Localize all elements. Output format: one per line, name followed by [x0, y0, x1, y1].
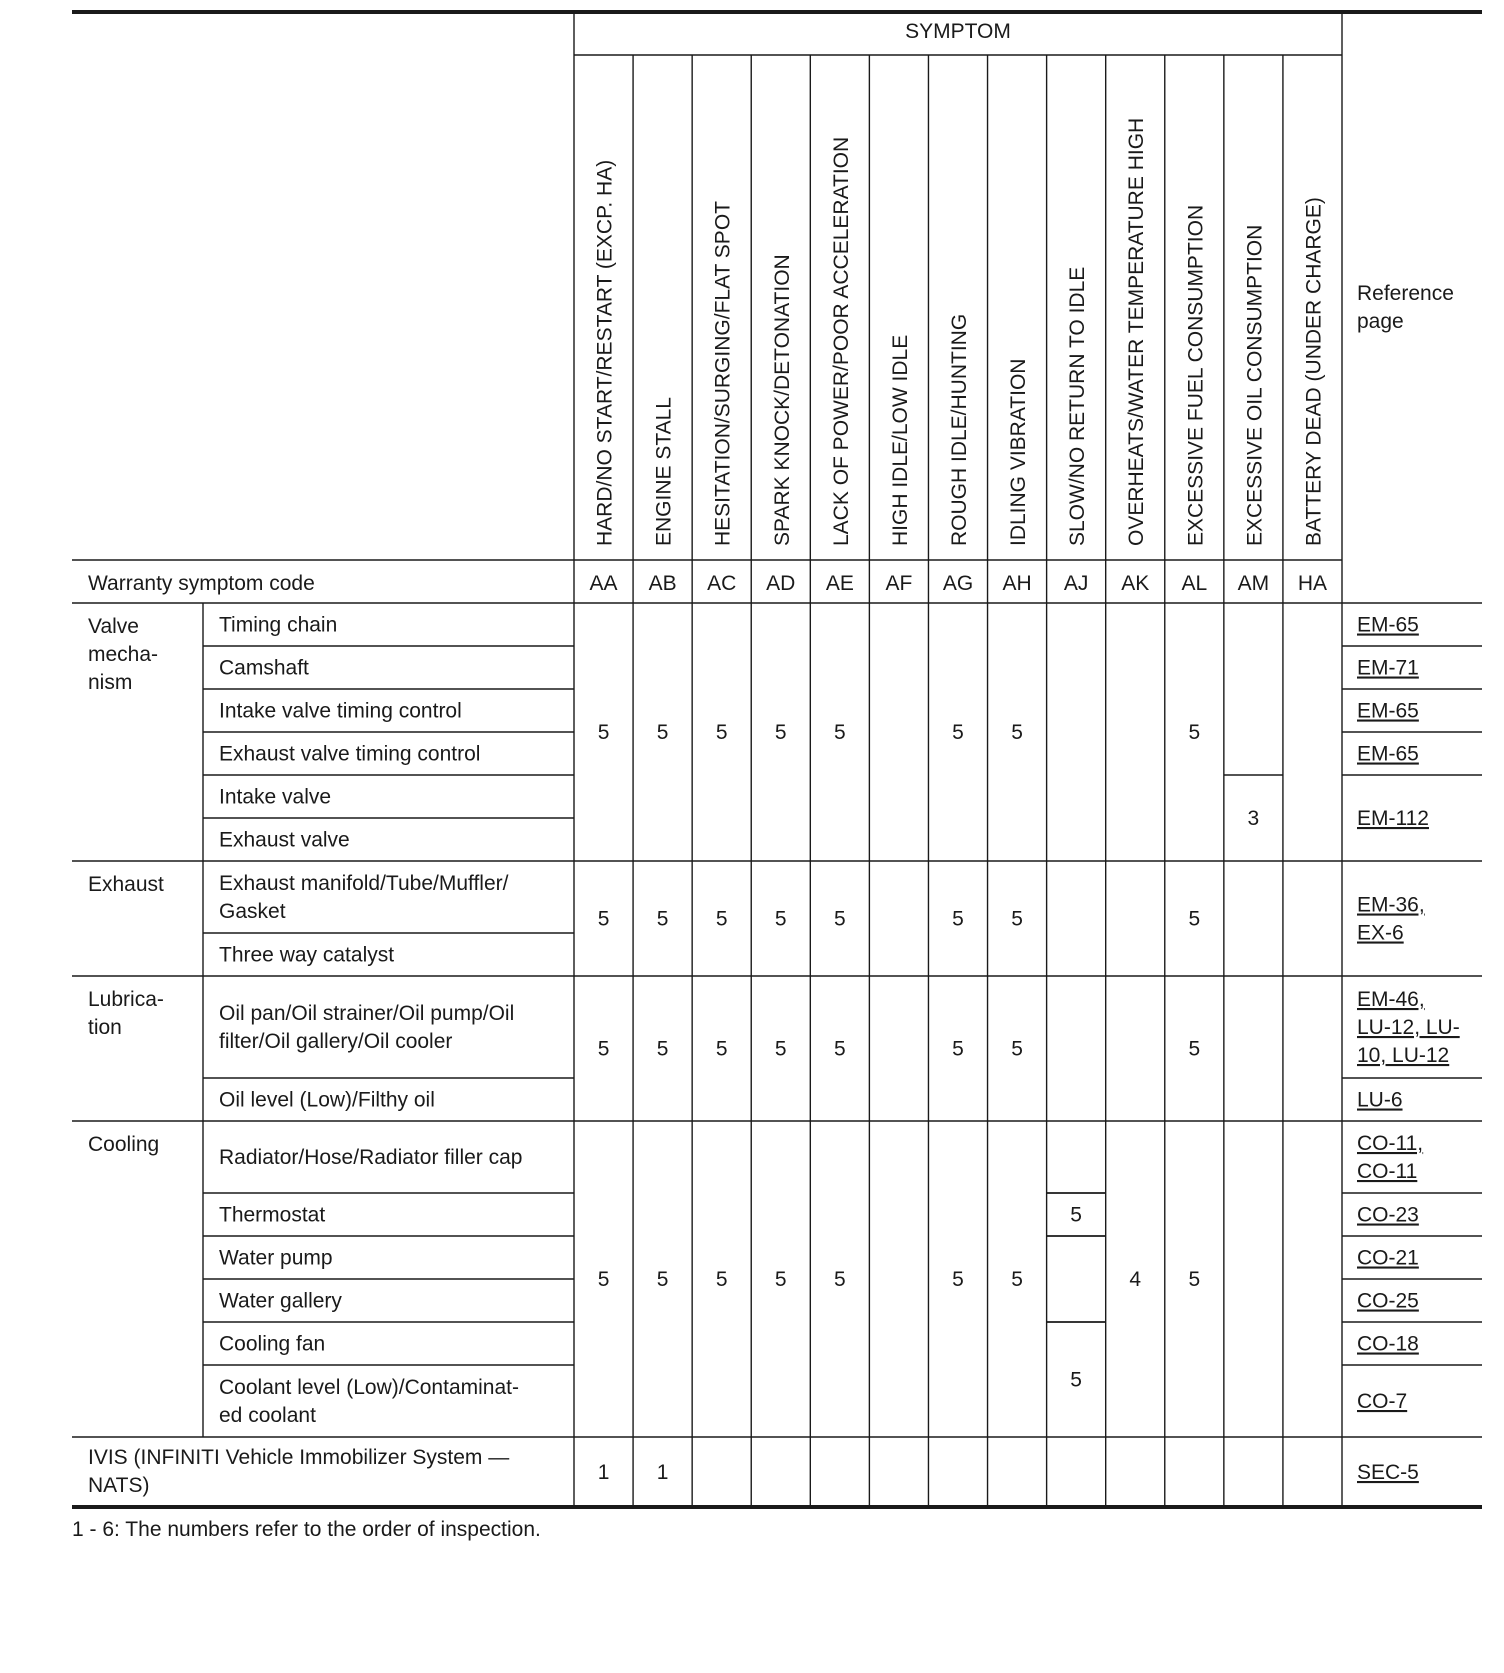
- item-label: Three way catalyst: [219, 943, 395, 967]
- item-label: Intake valve timing control: [219, 699, 462, 723]
- priority-value: 5: [715, 1268, 728, 1291]
- priority-value: 3: [1247, 807, 1260, 830]
- item-label: Exhaust valve timing control: [219, 742, 481, 766]
- group-label: mecha-: [88, 643, 159, 666]
- item-label: Oil level (Low)/Filthy oil: [219, 1088, 435, 1112]
- reference-link[interactable]: 10, LU-12: [1357, 1044, 1450, 1067]
- reference-page-header: page: [1357, 310, 1404, 333]
- symptom-header: ROUGH IDLE/HUNTING: [948, 313, 972, 546]
- reference-link[interactable]: LU-12, LU-: [1357, 1016, 1460, 1039]
- item-label: Coolant level (Low)/Contaminat-: [219, 1376, 519, 1399]
- reference-link[interactable]: SEC-5: [1357, 1461, 1419, 1484]
- symptom-header: IDLING VIBRATION: [1007, 358, 1031, 546]
- priority-value: 5: [597, 1037, 610, 1061]
- symptom-code: AL: [1181, 572, 1208, 595]
- priority-value: 1: [597, 1461, 610, 1484]
- priority-value: 5: [597, 907, 610, 931]
- priority-value: 5: [774, 1037, 787, 1061]
- symptom-header: HARD/NO START/RESTART (EXCP. HA): [593, 159, 617, 546]
- priority-value: 5: [834, 1268, 846, 1291]
- symptom-code: AF: [885, 572, 913, 595]
- priority-value: 5: [952, 1268, 964, 1291]
- reference-link[interactable]: CO-11: [1357, 1160, 1418, 1183]
- reference-link[interactable]: EM-65: [1357, 613, 1419, 637]
- symptom-code: HA: [1297, 572, 1328, 595]
- item-label: Timing chain: [219, 613, 338, 637]
- priority-value: 5: [774, 721, 787, 744]
- symptom-header: LACK OF POWER/POOR ACCELERATION: [829, 136, 853, 546]
- priority-value: 5: [1188, 1037, 1201, 1061]
- reference-link[interactable]: CO-18: [1357, 1332, 1419, 1356]
- symptom-header: HIGH IDLE/LOW IDLE: [888, 334, 912, 546]
- item-label: Water gallery: [219, 1289, 342, 1313]
- symptom-code: AM: [1237, 572, 1270, 595]
- priority-value: 5: [715, 1037, 728, 1061]
- item-label: Oil pan/Oil strainer/Oil pump/Oil: [219, 1002, 515, 1025]
- ivis-label: IVIS (INFINITI Vehicle Immobilizer System —: [88, 1446, 510, 1469]
- reference-link[interactable]: EM-71: [1357, 656, 1419, 680]
- item-label: Intake valve: [219, 785, 332, 809]
- symptom-header: EXCESSIVE FUEL CONSUMPTION: [1184, 204, 1208, 546]
- priority-value: 5: [1188, 721, 1201, 744]
- priority-value: 5: [774, 1268, 787, 1291]
- symptom-code: AG: [942, 572, 974, 595]
- symptom-header: BATTERY DEAD (UNDER CHARGE): [1302, 197, 1326, 546]
- group-label: tion: [88, 1016, 122, 1039]
- symptom-title: SYMPTOM: [905, 20, 1011, 43]
- priority-value: 5: [834, 721, 846, 744]
- symptom-header: SLOW/NO RETURN TO IDLE: [1066, 266, 1090, 546]
- symptom-code: AK: [1121, 572, 1150, 595]
- item-label: Radiator/Hose/Radiator filler cap: [219, 1146, 523, 1169]
- priority-value: 5: [715, 907, 728, 931]
- group-label: Cooling: [88, 1133, 160, 1156]
- reference-link[interactable]: CO-25: [1357, 1289, 1419, 1313]
- priority-value: 5: [1011, 907, 1023, 931]
- priority-value: 5: [656, 1268, 669, 1291]
- symptom-code: AH: [1002, 572, 1032, 595]
- priority-value: 5: [1070, 1203, 1082, 1227]
- priority-value: 5: [1011, 1037, 1023, 1061]
- warranty-symptom-code-label: Warranty symptom code: [88, 572, 315, 595]
- item-label: ed coolant: [219, 1404, 316, 1427]
- reference-link[interactable]: CO-11,: [1357, 1132, 1424, 1155]
- item-label: Camshaft: [219, 656, 309, 680]
- reference-link[interactable]: CO-23: [1357, 1203, 1419, 1227]
- priority-value: 5: [834, 907, 846, 931]
- item-label: Cooling fan: [219, 1332, 326, 1356]
- group-label: Valve: [88, 615, 139, 638]
- item-label: Water pump: [219, 1246, 333, 1270]
- symptom-header: ENGINE STALL: [652, 397, 676, 546]
- symptom-header: EXCESSIVE OIL CONSUMPTION: [1243, 224, 1267, 546]
- item-label: Exhaust manifold/Tube/Muffler/: [219, 872, 509, 895]
- priority-value: 5: [656, 721, 669, 744]
- symptom-code: AA: [589, 572, 618, 595]
- priority-value: 5: [1011, 721, 1023, 744]
- priority-value: 5: [656, 1037, 669, 1061]
- reference-link[interactable]: EM-65: [1357, 742, 1419, 766]
- priority-value: 1: [656, 1461, 669, 1484]
- reference-link[interactable]: EM-65: [1357, 699, 1419, 723]
- priority-value: 5: [952, 1037, 964, 1061]
- footnote: 1 - 6: The numbers refer to the order of inspection.: [72, 1518, 541, 1541]
- reference-link[interactable]: EX-6: [1357, 921, 1404, 945]
- item-label: filter/Oil gallery/Oil cooler: [219, 1030, 453, 1053]
- priority-value: 5: [1188, 1268, 1201, 1291]
- symptom-header: SPARK KNOCK/DETONATION: [770, 254, 794, 546]
- priority-value: 5: [597, 1268, 610, 1291]
- symptom-code: AB: [648, 572, 677, 595]
- priority-value: 5: [1070, 1368, 1082, 1392]
- symptom-header: HESITATION/SURGING/FLAT SPOT: [711, 201, 735, 546]
- priority-value: 5: [1011, 1268, 1023, 1291]
- symptom-header: OVERHEATS/WATER TEMPERATURE HIGH: [1125, 117, 1149, 546]
- priority-value: 5: [952, 721, 964, 744]
- group-label: nism: [88, 671, 133, 694]
- reference-page-header: Reference: [1357, 282, 1454, 305]
- priority-value: 5: [656, 907, 669, 931]
- reference-link[interactable]: EM-112: [1357, 807, 1429, 830]
- reference-link[interactable]: EM-46,: [1357, 988, 1425, 1011]
- reference-link[interactable]: CO-7: [1357, 1390, 1408, 1413]
- group-label: Lubrica-: [88, 988, 164, 1011]
- priority-value: 5: [834, 1037, 846, 1061]
- symptom-code: AE: [825, 572, 854, 595]
- priority-value: 5: [715, 721, 728, 744]
- reference-link[interactable]: EM-36,: [1357, 893, 1425, 917]
- item-label: Thermostat: [219, 1203, 326, 1227]
- priority-value: 5: [952, 907, 964, 931]
- group-label: Exhaust: [88, 873, 164, 896]
- reference-link[interactable]: CO-21: [1357, 1246, 1419, 1270]
- ivis-label: NATS): [88, 1474, 150, 1497]
- priority-value: 4: [1129, 1268, 1142, 1291]
- symptom-code: AC: [707, 572, 737, 595]
- priority-value: 5: [774, 907, 787, 931]
- priority-value: 5: [1188, 907, 1201, 931]
- item-label: Gasket: [219, 900, 286, 923]
- priority-value: 5: [597, 721, 610, 744]
- item-label: Exhaust valve: [219, 828, 350, 852]
- reference-link[interactable]: LU-6: [1357, 1088, 1403, 1112]
- symptom-code: AD: [766, 572, 796, 595]
- symptom-code: AJ: [1063, 572, 1089, 595]
